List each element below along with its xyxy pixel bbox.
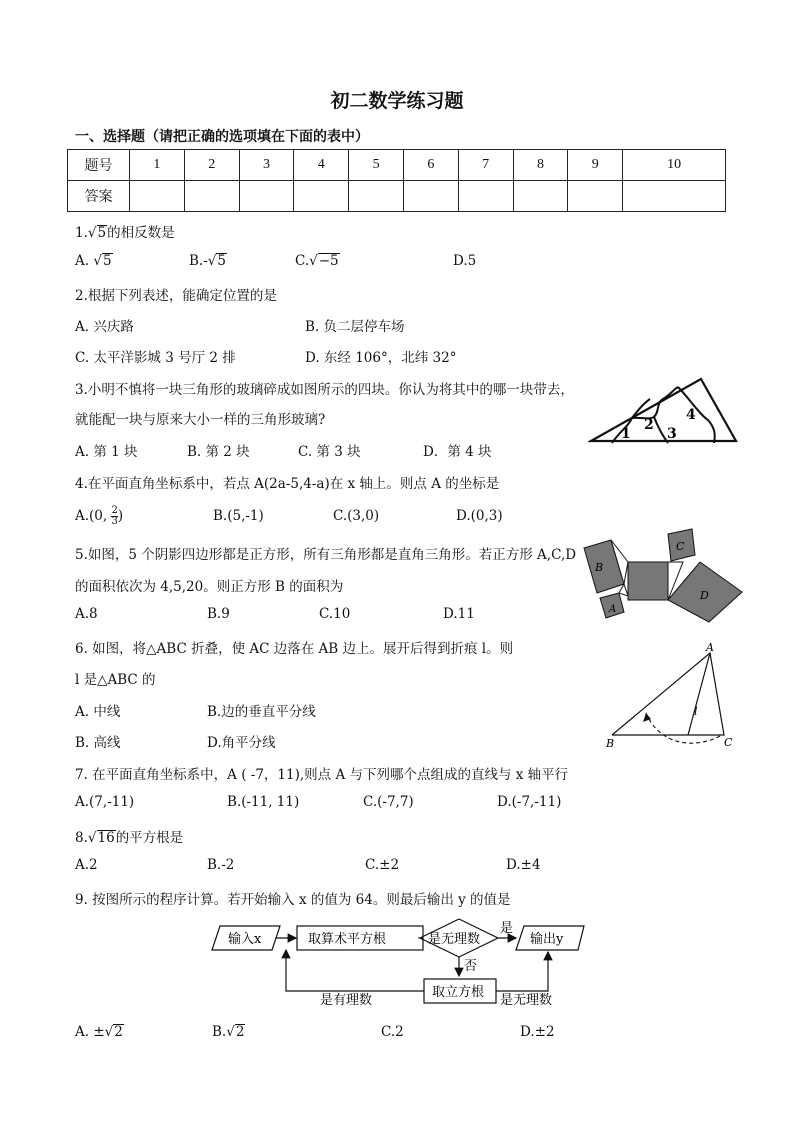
vertex-label-c: C	[724, 736, 733, 749]
square-label-d: D	[700, 589, 709, 602]
q7-stem: 7. 在平面直角坐标系中，A ( -7，11),则点 A 与下列哪个点组成的直线与 x 轴平行	[75, 767, 569, 783]
q5-option-c: C.10	[319, 606, 351, 622]
q9-option-a: A. ±√2	[75, 1024, 123, 1040]
table-cell-number: 2	[184, 150, 239, 181]
answer-cell[interactable]	[458, 181, 513, 212]
q7-option-b: B.(-11, 11)	[227, 794, 300, 810]
q6-stem-line2: l 是△ABC 的	[75, 672, 156, 688]
table-cell-number: 10	[623, 150, 726, 181]
answer-cell[interactable]	[239, 181, 294, 212]
piece-label: 2	[644, 417, 654, 433]
page-title: 初二数学练习题	[330, 90, 464, 112]
irrational-label: 是无理数	[500, 993, 553, 1008]
q6-option-d: D.角平分线	[207, 735, 276, 751]
answer-cell[interactable]	[349, 181, 404, 212]
q8-option-b: B.-2	[207, 857, 235, 873]
answer-cell[interactable]	[403, 181, 458, 212]
q6-option-c: B. 高线	[75, 735, 121, 751]
section-heading: 一、选择题（请把正确的选项填在下面的表中）	[75, 129, 369, 145]
squares-figure	[575, 526, 747, 626]
answer-table	[67, 149, 726, 212]
q1-radicand: 5	[97, 225, 107, 241]
rational-label: 是有理数	[320, 993, 373, 1008]
table-row-answers	[68, 181, 726, 212]
q5-stem-line1: 5.如图，5 个阴影四边形都是正方形，所有三角形都是直角三角形。若正方形 A,C,D	[75, 547, 577, 563]
q3-option-b: B. 第 2 块	[187, 444, 250, 460]
answer-cell[interactable]	[568, 181, 623, 212]
table-row-label: 题号	[68, 150, 130, 181]
answer-cell[interactable]	[184, 181, 239, 212]
output-label: 输出y	[530, 932, 564, 947]
vertex-label-b: B	[606, 737, 615, 750]
broken-triangle-figure	[588, 375, 743, 447]
q2-option-a: A. 兴庆路	[75, 319, 134, 335]
q5-option-a: A.8	[75, 606, 98, 622]
q2-stem: 2.根据下列表述，能确定位置的是	[75, 288, 277, 304]
piece-label: 3	[667, 426, 677, 442]
table-row-numbers	[68, 150, 726, 181]
q3-option-c: C. 第 3 块	[298, 444, 361, 460]
table-cell-number: 8	[513, 150, 568, 181]
square-label-c: C	[676, 540, 685, 553]
vertex-label-a: A	[706, 643, 714, 654]
q1-option-c: C.√−5	[295, 253, 339, 269]
answer-cell[interactable]	[294, 181, 349, 212]
q1-option-b: B.-√5	[189, 253, 226, 269]
table-cell-number: 6	[403, 150, 458, 181]
q3-stem-line1: 3.小明不慎将一块三角形的玻璃碎成如图所示的四块。你认为将其中的哪一块带去，	[75, 382, 574, 398]
sqrt-label: 取算术平方根	[308, 932, 387, 947]
square-label-b: B	[595, 561, 604, 574]
q5-stem-line2: 的面积依次为 4,5,20。则正方形 B 的面积为	[75, 579, 344, 595]
q7-option-c: C.(-7,7)	[363, 794, 414, 810]
q8-stem: 8.√16的平方根是	[75, 830, 184, 846]
table-cell-number: 3	[239, 150, 294, 181]
q8-option-c: C.±2	[365, 857, 400, 873]
q1-option-d: D.5	[453, 253, 477, 269]
decision-label: 是无理数	[428, 932, 481, 947]
q2-option-c: C. 太平洋影城 3 号厅 2 排	[75, 350, 236, 366]
table-cell-number: 4	[294, 150, 349, 181]
q4-option-a: A.(0, $\frac{2}{3}$ )	[75, 505, 124, 527]
cube-root-label: 取立方根	[432, 985, 485, 1000]
piece-label: 4	[686, 407, 696, 423]
q7-option-a: A.(7,-11)	[75, 794, 135, 810]
table-cell-number: 9	[568, 150, 623, 181]
q6-option-a: A. 中线	[75, 704, 121, 720]
q5-option-d: D.11	[443, 606, 475, 622]
q3-option-d: D．第 4 块	[423, 444, 492, 460]
q8-option-a: A.2	[75, 857, 98, 873]
q4-option-c: C.(3,0)	[333, 508, 380, 524]
q1-stem: 1.√5的相反数是	[75, 225, 175, 241]
q2-option-b: B. 负二层停车场	[305, 319, 405, 335]
yes-label: 是	[500, 921, 514, 936]
q3-stem-line2: 就能配一块与原来大小一样的三角形玻璃?	[75, 412, 326, 428]
q1-number: 1.	[75, 225, 88, 241]
answer-cell[interactable]	[130, 181, 185, 212]
q4-stem: 4.在平面直角坐标系中，若点 A(2a-5,4-a)在 x 轴上。则点 A 的坐标是	[75, 476, 500, 492]
table-row-label: 答案	[68, 181, 130, 212]
q9-option-b: B.√2	[212, 1024, 245, 1040]
square-label-a: A	[609, 604, 617, 615]
table-cell-number: 7	[458, 150, 513, 181]
q6-option-b: B.边的垂直平分线	[207, 704, 316, 720]
q6-stem-line1: 6. 如图，将△ABC 折叠，使 AC 边落在 AB 边上。展开后得到折痕 l。则	[75, 641, 514, 657]
flowchart	[208, 912, 588, 1012]
answer-cell[interactable]	[513, 181, 568, 212]
q3-option-a: A. 第 1 块	[75, 444, 138, 460]
q1-option-a: A. √5	[75, 253, 112, 269]
table-cell-number: 5	[349, 150, 404, 181]
answer-cell[interactable]	[623, 181, 726, 212]
q9-stem: 9. 按图所示的程序计算。若开始输入 x 的值为 64。则最后输出 y 的值是	[75, 892, 511, 908]
q9-option-c: C.2	[381, 1024, 404, 1040]
q4-option-b: B.(5,-1)	[213, 508, 264, 524]
q7-option-d: D.(-7,-11)	[497, 794, 562, 810]
input-label: 输入x	[228, 932, 262, 947]
fold-triangle-figure	[600, 643, 742, 751]
q5-option-b: B.9	[207, 606, 230, 622]
no-label: 否	[464, 959, 478, 974]
q2-option-d: D. 东经 106°，北纬 32°	[305, 350, 457, 366]
crease-label-l: l	[694, 705, 698, 718]
q8-option-d: D.±4	[506, 857, 541, 873]
q4-option-d: D.(0,3)	[456, 508, 503, 524]
table-cell-number: 1	[130, 150, 185, 181]
q9-option-d: D.±2	[520, 1024, 555, 1040]
piece-label: 1	[621, 426, 631, 442]
q1-stem-text: 的相反数是	[107, 225, 175, 241]
